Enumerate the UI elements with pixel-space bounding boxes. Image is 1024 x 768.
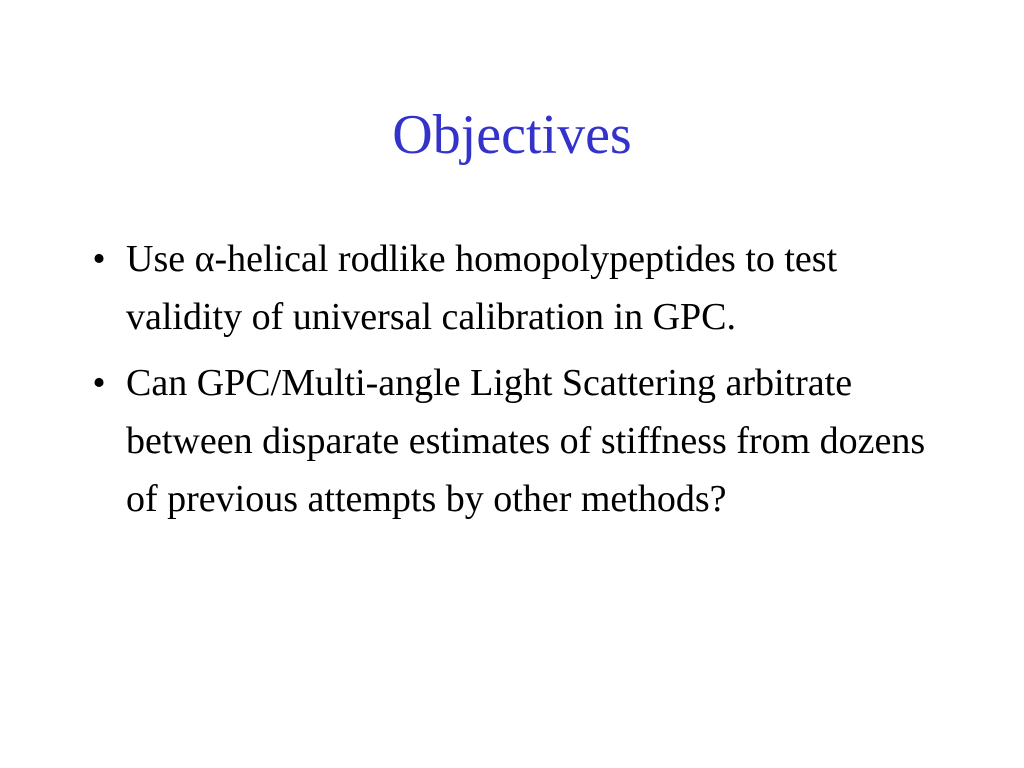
bullet-item [84, 230, 944, 346]
bullet-list [84, 230, 944, 536]
bullet-icon: • [92, 238, 106, 280]
bullet-text: Use α-helical rodlike homopolypeptides to test validity of universal calibration in GPC. [126, 238, 838, 338]
slide-title: Objectives [392, 104, 632, 166]
bullet-text: Can GPC/Multi-angle Light Scattering arbitrate between disparate estimates of stiffness from dozens of previous attempts by other methods? [126, 362, 926, 520]
bullet-icon: • [92, 362, 106, 404]
bullet-item [84, 354, 944, 528]
